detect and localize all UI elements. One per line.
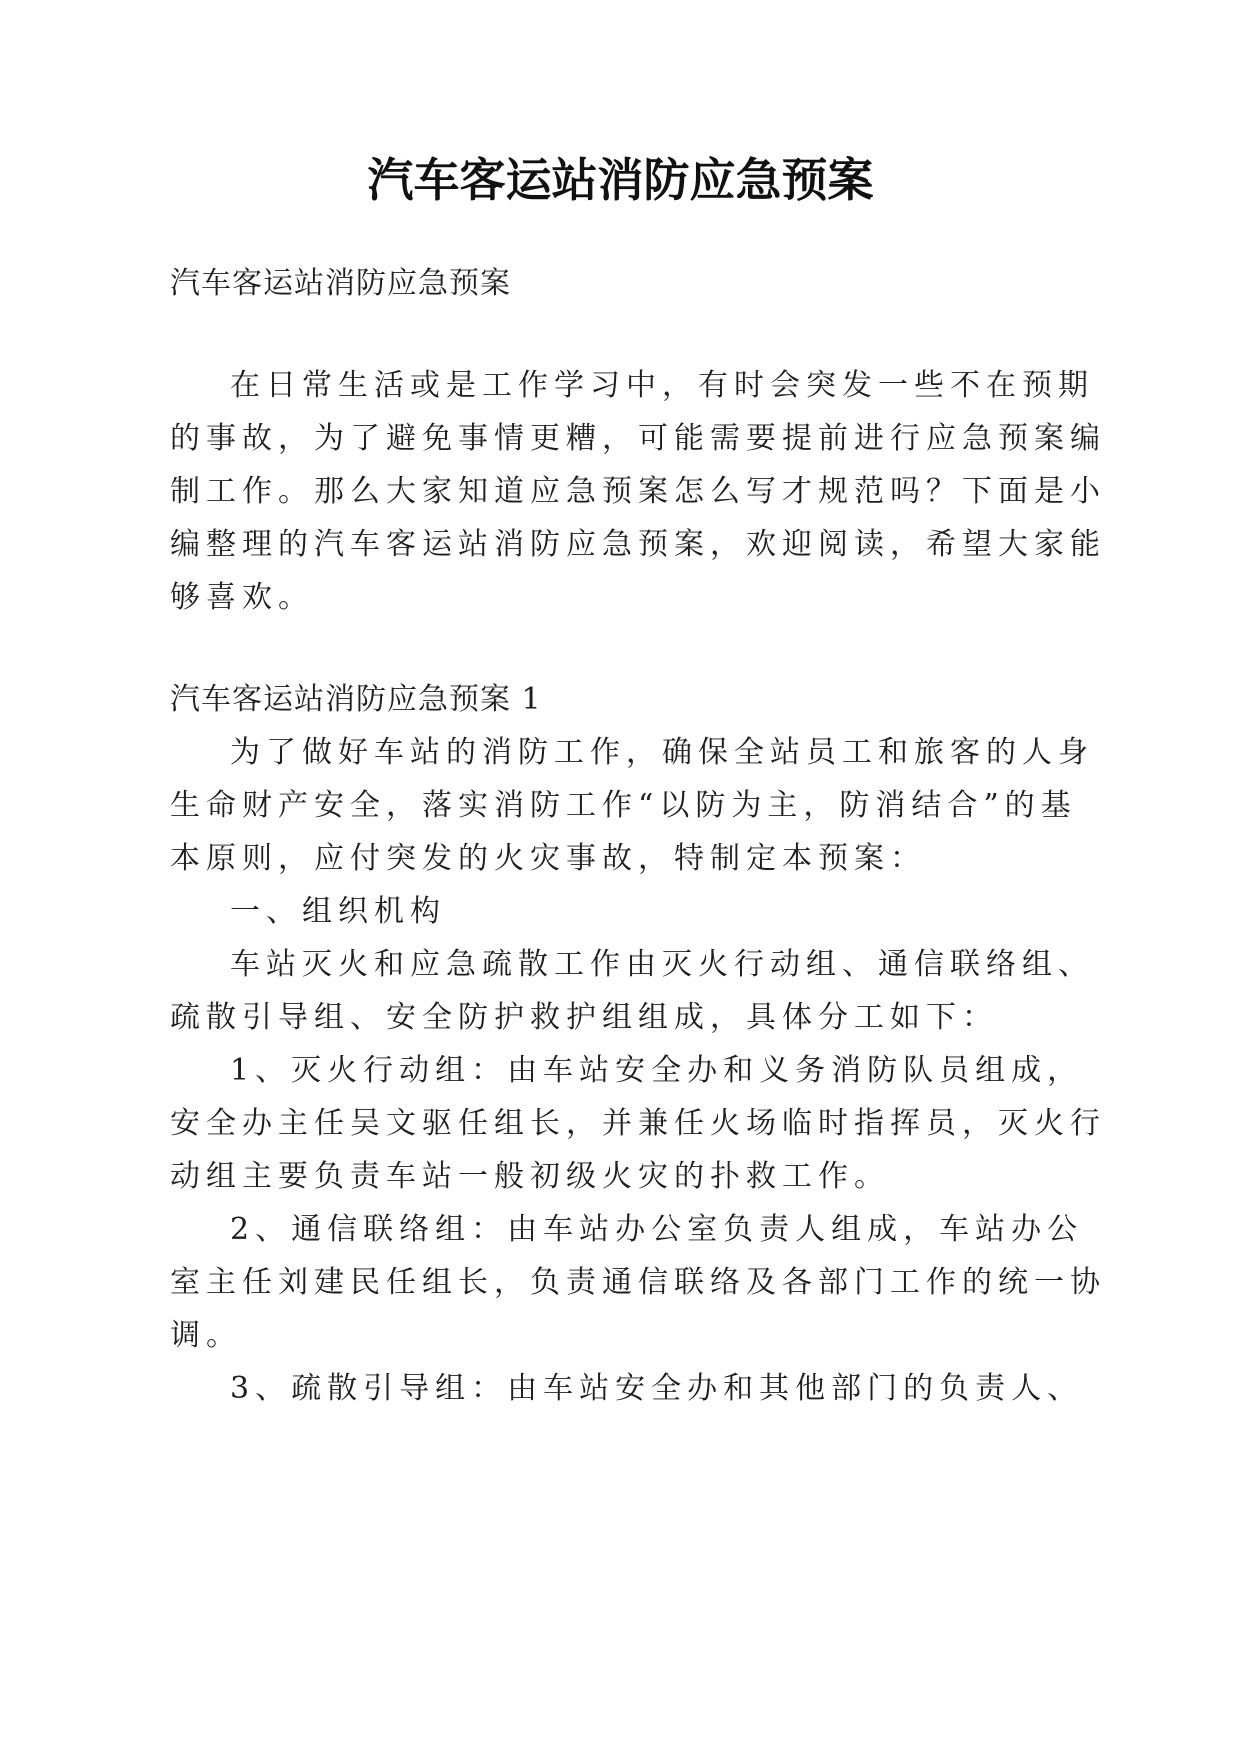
section-para-line: 为了做好车站的消防工作，确保全站员工和旅客的人身 — [230, 735, 1094, 770]
section-heading: 汽车客运站消防应急预案 1 — [170, 682, 542, 717]
list-item-line: 室主任刘建民任组长，负责通信联络及各部门工作的统一协 — [170, 1265, 1106, 1300]
org-heading: 一、组织机构 — [230, 894, 446, 929]
list-item-line: 调。 — [170, 1318, 242, 1353]
org-para-line: 疏散引导组、安全防护救护组组成，具体分工如下： — [170, 1000, 998, 1035]
intro-line: 编整理的汽车客运站消防应急预案，欢迎阅读，希望大家能 — [170, 527, 1106, 562]
section-para-line: 生命财产安全，落实消防工作“以防为主，防消结合”的基 — [170, 788, 1077, 823]
list-item-line: 2、通信联络组：由车站办公室负责人组成，车站办公 — [230, 1212, 1084, 1247]
document-subtitle: 汽车客运站消防应急预案 — [170, 266, 511, 301]
intro-line: 在日常生活或是工作学习中，有时会突发一些不在预期 — [230, 368, 1094, 403]
list-item-line: 动组主要负责车站一般初级火灾的扑救工作。 — [170, 1159, 890, 1194]
section-para-line: 本原则，应付突发的火灾事故，特制定本预案： — [170, 841, 926, 876]
list-item-line: 3、疏散引导组：由车站安全办和其他部门的负责人、 — [230, 1371, 1084, 1406]
list-item-line: 1、灭火行动组：由车站安全办和义务消防队员组成， — [230, 1053, 1084, 1088]
document-title: 汽车客运站消防应急预案 — [367, 153, 874, 207]
intro-line: 制工作。那么大家知道应急预案怎么写才规范吗？下面是小 — [170, 474, 1106, 509]
org-para-line: 车站灭火和应急疏散工作由灭火行动组、通信联络组、 — [230, 947, 1094, 982]
list-item-line: 安全办主任吴文驱任组长，并兼任火场临时指挥员，灭火行 — [170, 1106, 1106, 1141]
intro-line: 的事故，为了避免事情更糟，可能需要提前进行应急预案编 — [170, 421, 1106, 456]
intro-line: 够喜欢。 — [170, 580, 314, 615]
